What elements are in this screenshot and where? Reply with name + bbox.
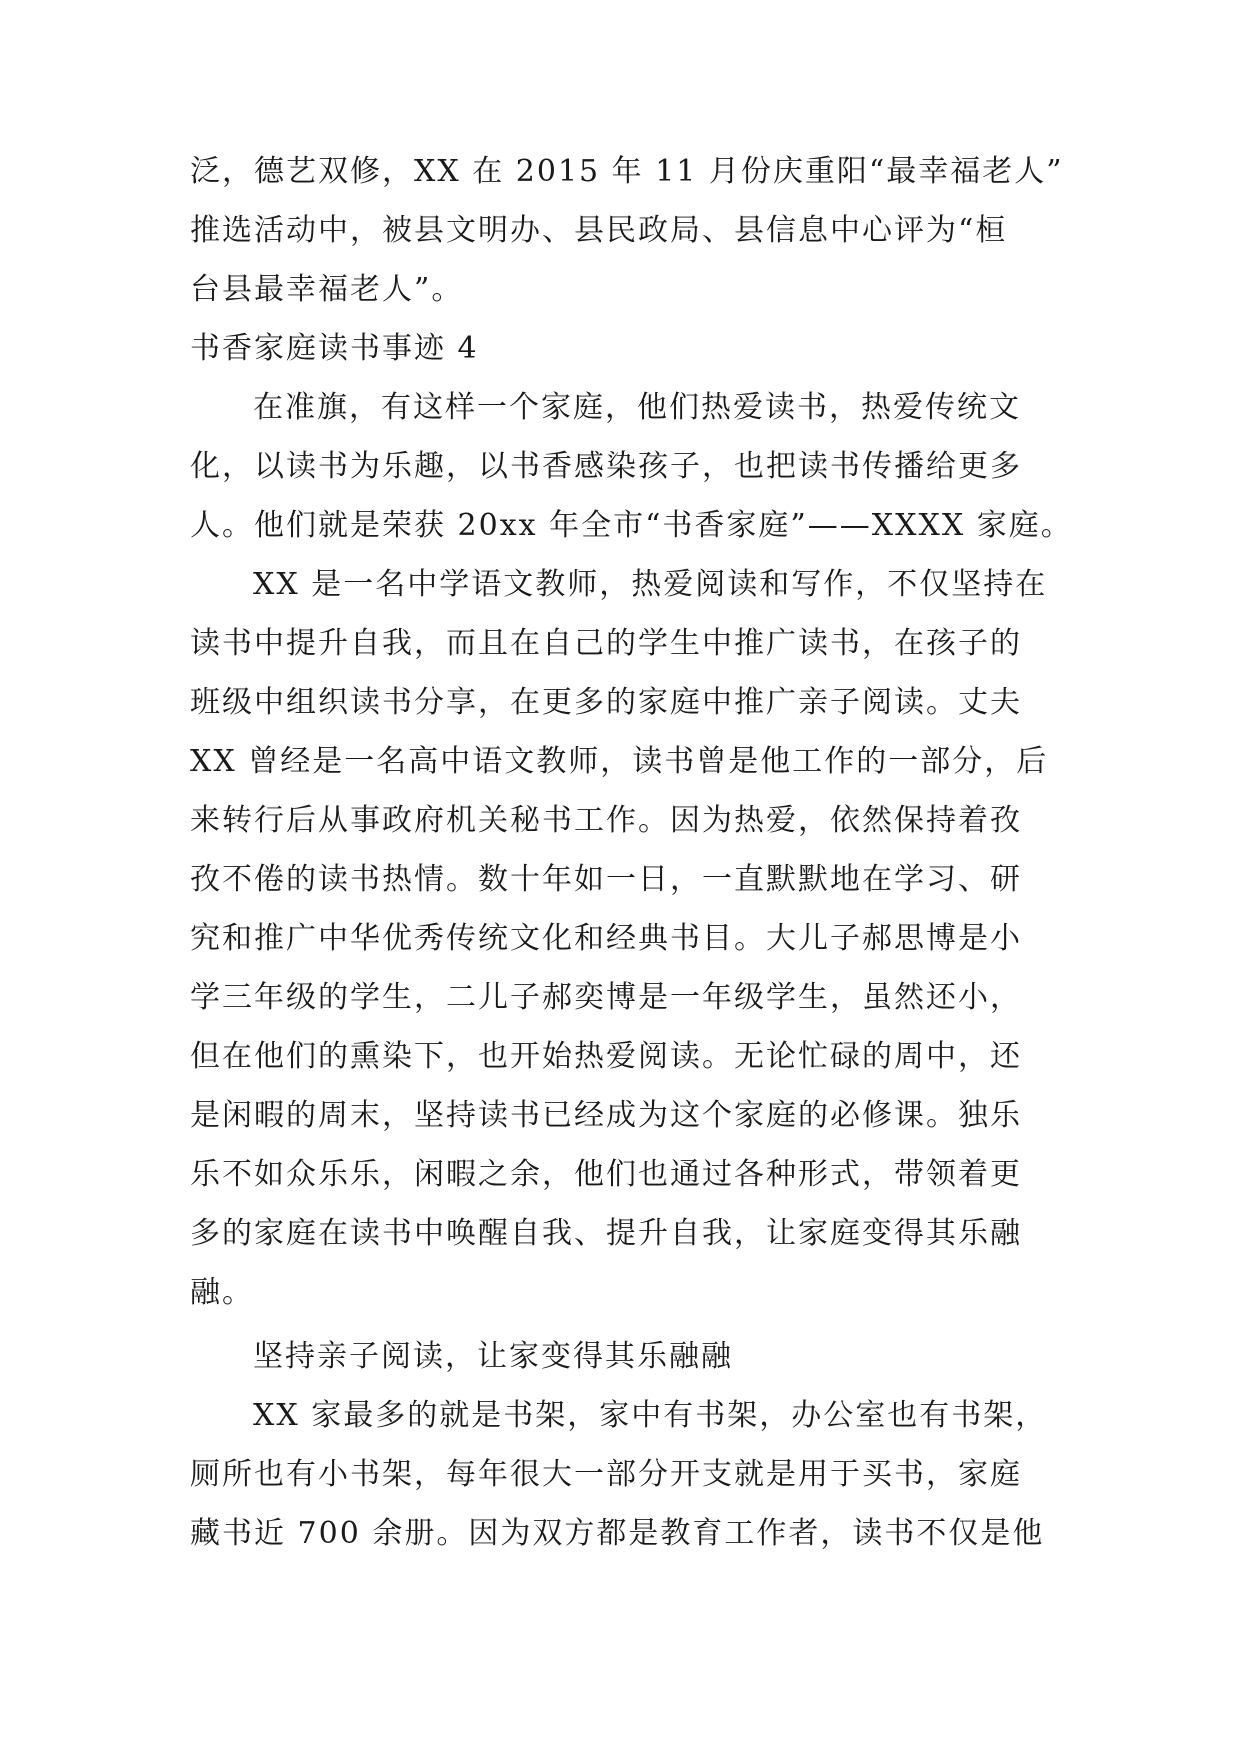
paragraph-2-line-7: 究和推广中华优秀传统文化和经典书目。大儿子郝思博是小: [190, 921, 1022, 956]
paragraph-2-line-5: 来转行后从事政府机关秘书工作。因为热爱，依然保持着孜: [190, 803, 1022, 838]
paragraph-1-line-2: 化，以读书为乐趣，以书香感染孩子，也把读书传播给更多: [190, 449, 1022, 484]
paragraph-2-line-8: 学三年级的学生，二儿子郝奕博是一年级学生，虽然还小，: [190, 980, 1022, 1015]
paragraph-3-line-1: XX 家最多的就是书架，家中有书架，办公室也有书架，: [253, 1398, 1048, 1433]
paragraph-2-line-3: 班级中组织读书分享，在更多的家庭中推广亲子阅读。丈夫: [190, 685, 1022, 720]
paragraph-2-line-11: 乐不如众乐乐，闲暇之余，他们也通过各种形式，带领着更: [190, 1157, 1022, 1192]
text-line-3: 台县最幸福老人”。: [190, 272, 464, 307]
paragraph-3-line-3: 藏书近 700 余册。因为双方都是教育工作者，读书不仅是他: [190, 1516, 1045, 1551]
paragraph-2-line-6: 孜不倦的读书热情。数十年如一日，一直默默地在学习、研: [190, 862, 1022, 897]
subheading: 坚持亲子阅读，让家变得其乐融融: [253, 1339, 733, 1374]
paragraph-2-line-10: 是闲暇的周末，坚持读书已经成为这个家庭的必修课。独乐: [190, 1098, 1022, 1133]
text-line-1: 泛，德艺双修，XX 在 2015 年 11 月份庆重阳“最幸福老人”: [190, 154, 1064, 189]
paragraph-1-line-3: 人。他们就是荣获 20xx 年全市“书香家庭”——XXXX 家庭。: [190, 508, 1073, 543]
paragraph-2-line-4: XX 曾经是一名高中语文教师，读书曾是他工作的一部分，后: [190, 744, 1049, 779]
paragraph-2-line-9: 但在他们的熏染下，也开始热爱阅读。无论忙碌的周中，还: [190, 1039, 1022, 1074]
paragraph-2-line-12: 多的家庭在读书中唤醒自我、提升自我，让家庭变得其乐融: [190, 1216, 1022, 1251]
text-line-2: 推选活动中，被县文明办、县民政局、县信息中心评为“桓: [190, 213, 1008, 248]
paragraph-3-line-2: 厕所也有小书架，每年很大一部分开支就是用于买书，家庭: [190, 1457, 1022, 1492]
paragraph-2-line-1: XX 是一名中学语文教师，热爱阅读和写作，不仅坚持在: [253, 567, 1048, 602]
paragraph-2-line-2: 读书中提升自我，而且在自己的学生中推广读书，在孩子的: [190, 626, 1022, 661]
paragraph-2-line-13: 融。: [190, 1275, 254, 1310]
section-heading: 书香家庭读书事迹 4: [190, 331, 479, 366]
paragraph-1-line-1: 在准旗，有这样一个家庭，他们热爱读书，热爱传统文: [253, 390, 1021, 425]
